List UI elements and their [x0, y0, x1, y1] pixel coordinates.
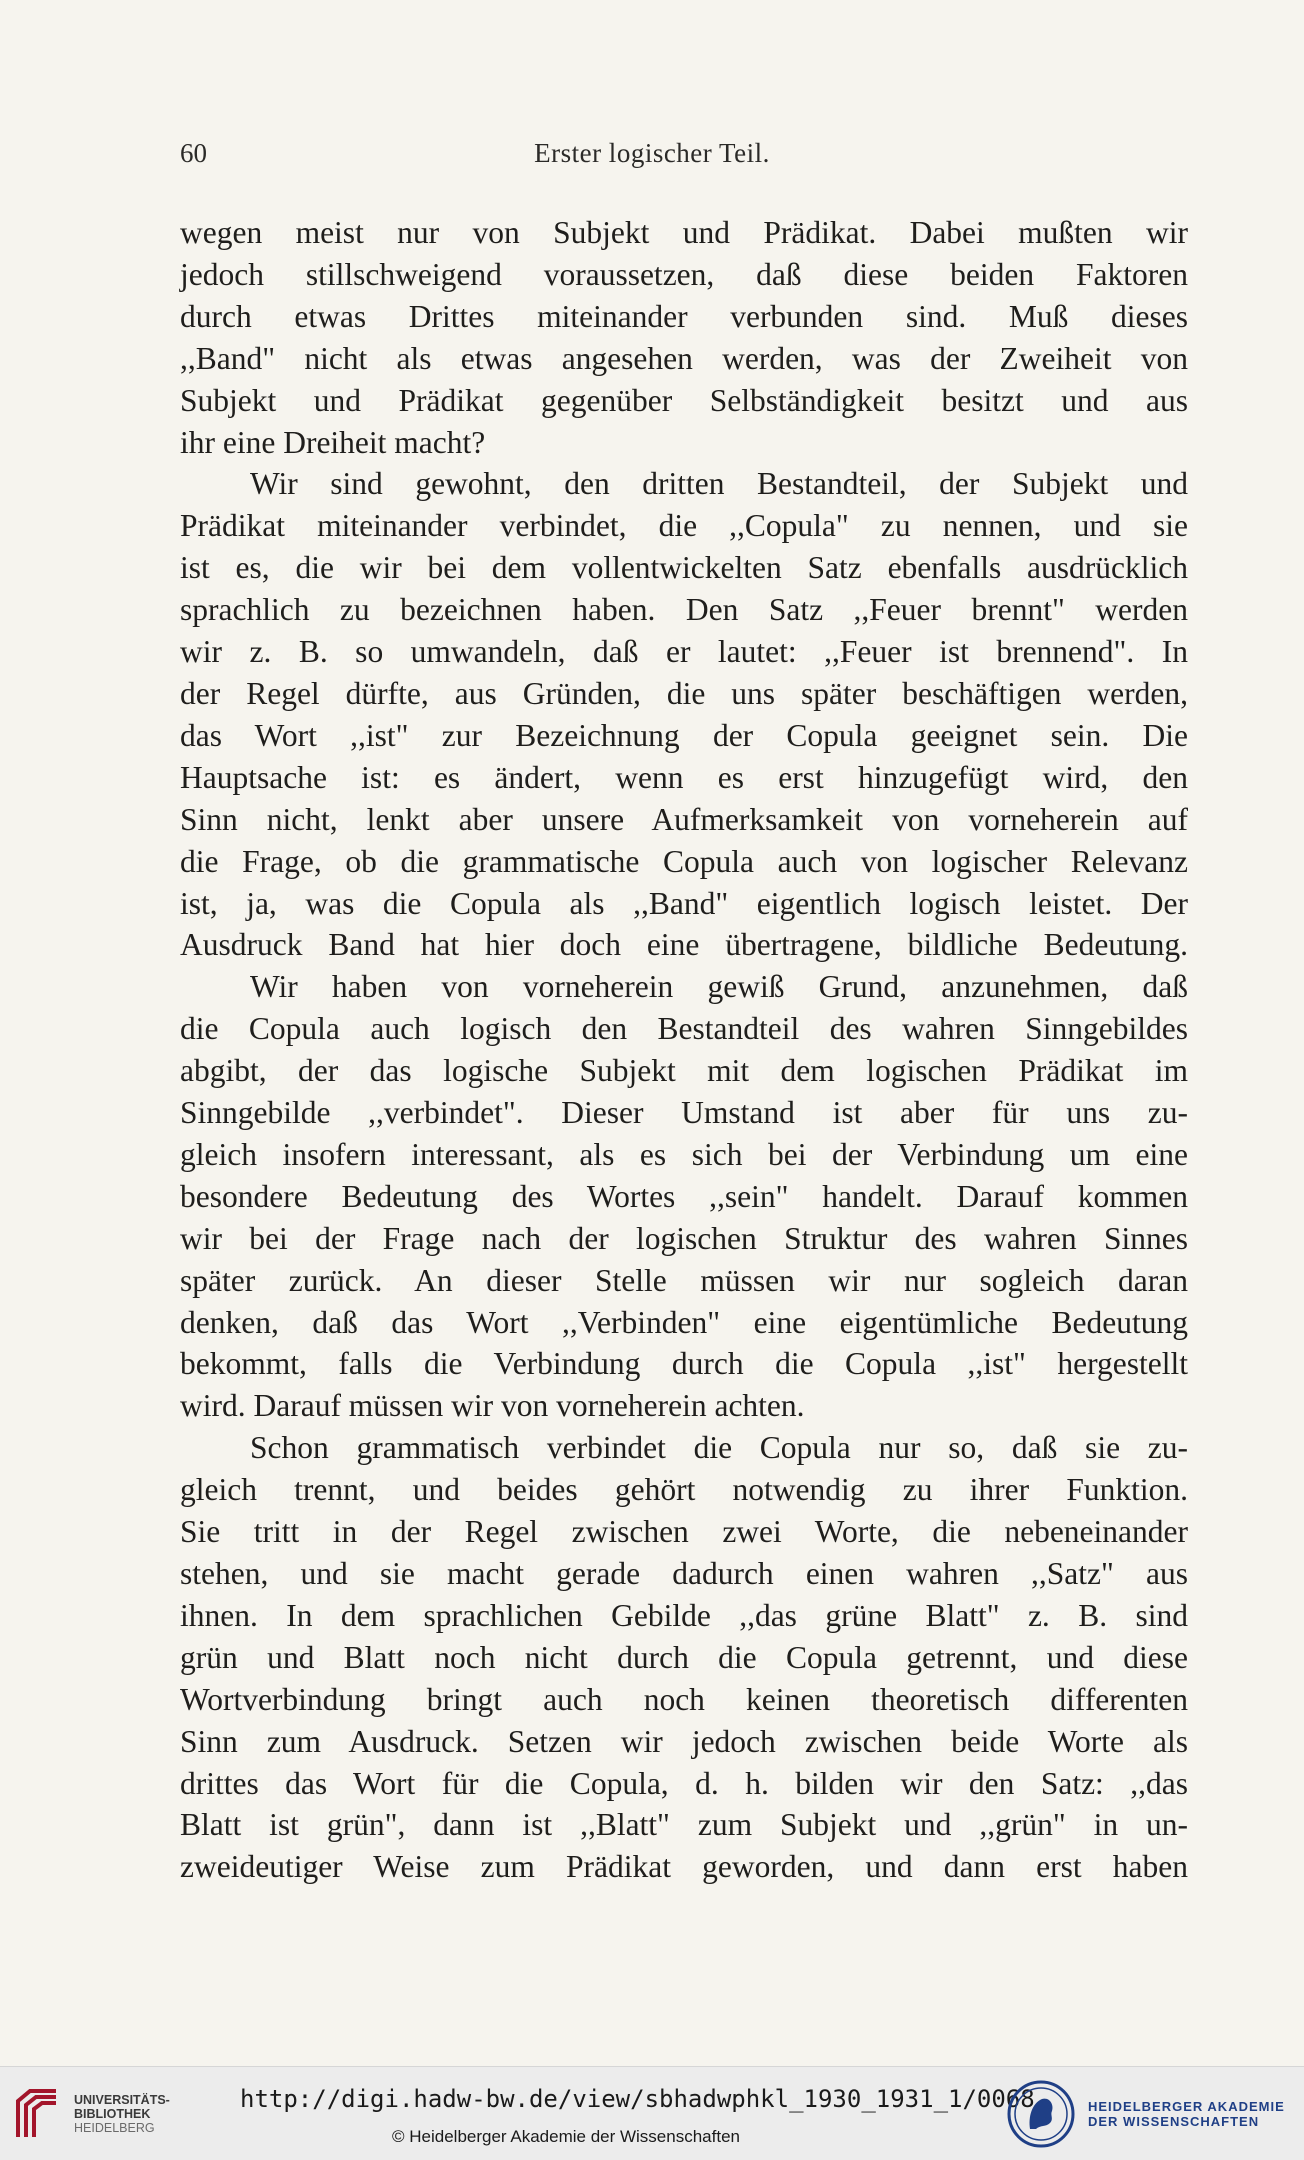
text-line: drittes das Wort für die Copula, d. h. bilden wir den Satz: ,,das: [180, 1765, 1188, 1801]
text-line: Schon grammatisch verbindet die Copula nur so, daß sie zu-: [250, 1430, 1188, 1466]
text-line: wird. Darauf müssen wir von vorneherein achten.: [180, 1388, 805, 1424]
text-line: die Copula auch logisch den Bestandteil des wahren Sinngebildes: [180, 1011, 1188, 1047]
text-line: Sinn zum Ausdruck. Setzen wir jedoch zwischen beide Worte als: [180, 1723, 1188, 1759]
permalink-url[interactable]: http://digi.hadw-bw.de/view/sbhadwphkl_1930_1931_1/0068: [240, 2085, 1035, 2113]
text-line: Prädikat miteinander verbindet, die ,,Copula" zu nennen, und sie: [180, 508, 1188, 544]
text-line: denken, daß das Wort ,,Verbinden" eine eigentümliche Bedeutung: [180, 1304, 1188, 1340]
text-line: ,,Band" nicht als etwas angesehen werden, was der Zweiheit von: [180, 340, 1188, 376]
text-line: Ausdruck Band hat hier doch eine übertragene, bildliche Bedeutung.: [180, 927, 1188, 963]
text-line: Hauptsache ist: es ändert, wenn es erst hinzugefügt wird, den: [180, 759, 1188, 795]
text-line: Subjekt und Prädikat gegenüber Selbständigkeit besitzt und aus: [180, 382, 1188, 418]
viewer-footer: [0, 2066, 1304, 2160]
text-line: ist es, die wir bei dem vollentwickelten Satz ebenfalls ausdrücklich: [180, 550, 1188, 586]
text-line: Wir sind gewohnt, den dritten Bestandteil, der Subjekt und: [250, 466, 1188, 502]
academy-seal-icon: [1006, 2079, 1076, 2149]
copyright-notice: © Heidelberger Akademie der Wissenschaften: [392, 2127, 740, 2146]
library-name-line3: HEIDELBERG: [74, 2121, 155, 2135]
text-line: abgibt, der das logische Subjekt mit dem logischen Prädikat im: [180, 1053, 1188, 1089]
text-line: gleich trennt, und beides gehört notwendig zu ihrer Funktion.: [180, 1472, 1188, 1508]
text-line: Sie tritt in der Regel zwischen zwei Worte, die nebeneinander: [180, 1514, 1188, 1550]
academy-name: [1088, 2099, 1285, 2129]
text-line: sprachlich zu bezeichnen haben. Den Satz ,,Feuer brennt" werden: [180, 592, 1188, 628]
text-line: wir z. B. so umwandeln, daß er lautet: ,,Feuer ist brennend". In: [180, 634, 1188, 670]
text-line: ihr eine Dreiheit macht?: [180, 424, 486, 460]
text-line: zweideutiger Weise zum Prädikat geworden, und dann erst haben: [180, 1849, 1188, 1885]
library-name-line1: UNIVERSITÄTS-: [74, 2093, 170, 2107]
text-line: ihnen. In dem sprachlichen Gebilde ,,das grüne Blatt" z. B. sind: [180, 1597, 1188, 1633]
text-line: der Regel dürfte, aus Gründen, die uns später beschäftigen werden,: [180, 675, 1188, 711]
text-line: die Frage, ob die grammatische Copula auch von logischer Relevanz: [180, 843, 1188, 879]
text-line: stehen, und sie macht gerade dadurch einen wahren ,,Satz" aus: [180, 1556, 1188, 1591]
library-name: [74, 2093, 170, 2135]
page-number: 60: [180, 138, 207, 168]
text-line: wegen meist nur von Subjekt und Prädikat. Dabei mußten wir: [180, 215, 1188, 250]
library-logo-icon: [12, 2085, 62, 2143]
text-line: gleich insofern interessant, als es sich bei der Verbindung um eine: [180, 1136, 1188, 1172]
text-line: Wir haben von vorneherein gewiß Grund, anzunehmen, daß: [250, 969, 1188, 1005]
library-name-line2: BIBLIOTHEK: [74, 2107, 151, 2121]
text-line: Sinn nicht, lenkt aber unsere Aufmerksamkeit von vorneherein auf: [180, 801, 1188, 837]
text-line: Blatt ist grün", dann ist ,,Blatt" zum Subjekt und ,,grün" in un-: [180, 1807, 1188, 1843]
text-line: grün und Blatt noch nicht durch die Copula getrennt, und diese: [180, 1639, 1188, 1675]
academy-name-line1: HEIDELBERGER AKADEMIE: [1088, 2099, 1285, 2114]
text-line: später zurück. An dieser Stelle müssen wir nur sogleich daran: [180, 1262, 1188, 1298]
text-line: jedoch stillschweigend voraussetzen, daß diese beiden Faktoren: [180, 256, 1188, 292]
text-line: bekommt, falls die Verbindung durch die Copula ,,ist" hergestellt: [180, 1346, 1188, 1382]
text-line: durch etwas Drittes miteinander verbunden sind. Muß dieses: [180, 298, 1188, 334]
academy-name-line2: DER WISSENSCHAFTEN: [1088, 2114, 1260, 2129]
running-title: Erster logischer Teil.: [534, 138, 770, 168]
text-line: Wortverbindung bringt auch noch keinen theoretisch differenten: [180, 1681, 1188, 1717]
text-line: wir bei der Frage nach der logischen Struktur des wahren Sinnes: [180, 1220, 1188, 1256]
text-line: Sinngebilde ,,verbindet". Dieser Umstand ist aber für uns zu-: [180, 1095, 1188, 1131]
text-line: besondere Bedeutung des Wortes ,,sein" handelt. Darauf kommen: [180, 1178, 1188, 1214]
text-line: das Wort ,,ist" zur Bezeichnung der Copula geeignet sein. Die: [180, 717, 1188, 753]
page-header: [180, 138, 1124, 178]
text-line: ist, ja, was die Copula als ,,Band" eigentlich logisch leistet. Der: [180, 885, 1188, 921]
body-text: [180, 212, 1188, 1888]
